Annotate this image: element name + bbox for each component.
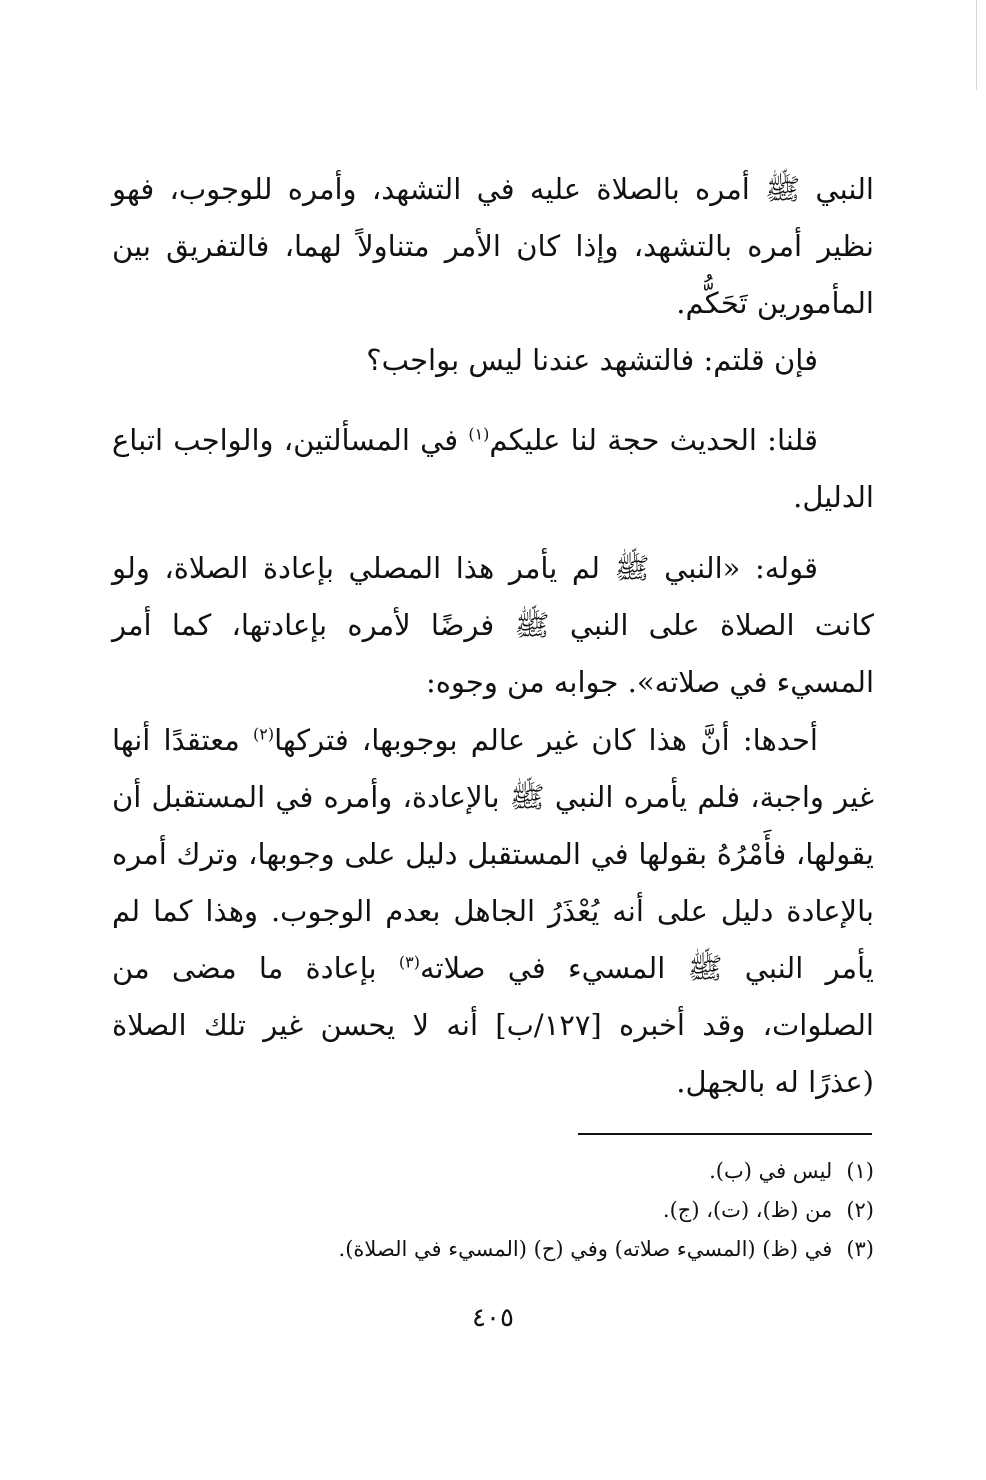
page-number: ٤٠٥ xyxy=(472,1303,514,1333)
paragraph-reply xyxy=(112,412,874,526)
footnotes xyxy=(112,1152,874,1269)
text-span: معتقدًا أنها غير واجبة، فلم يأمره النبي ﷺ بالإعادة، وأمره في المستقبل أن يقولها، فأَمْرُهُ بقولها في المستقبل دليل على وجوبها، وترك أمره بالإعادة دليل على أنه يُعْذَرُ الجاهل بعدم الوجوب. وهذا كما لم يأمر النبي ﷺ المسيء في صلاته xyxy=(112,723,874,985)
footnote-number: (٣) xyxy=(846,1237,874,1261)
footnote-number: (٢) xyxy=(846,1198,874,1222)
footnote-divider xyxy=(578,1133,872,1135)
footnote-text: من (ظ)، (ت)، (ج). xyxy=(662,1198,833,1222)
text-span: قلنا: الحديث حجة لنا عليكم xyxy=(489,423,818,457)
text-span: في المسألتين، والواجب اتباع الدليل. xyxy=(112,423,874,514)
text-span: أحدها: أنَّ هذا كان غير عالم بوجوبها، فتركها xyxy=(274,723,818,757)
footnote-text: في (ظ) (المسيء صلاته) وفي (ح) (المسيء في الصلاة). xyxy=(338,1237,833,1261)
paragraph-text: النبي ﷺ أمره بالصلاة عليه في التشهد، وأمره للوجوب، فهو نظير أمره بالتشهد، وإذا كان الأمر متناولاً لهما، فالتفريق بين المأمورين تَحَكُّم. xyxy=(112,172,874,320)
footnote-item xyxy=(112,1230,874,1269)
paragraph-objection xyxy=(112,332,874,389)
paragraph-quote xyxy=(112,540,874,711)
footnote-ref-3: (٣) xyxy=(398,952,420,972)
footnote-text: ليس في (ب). xyxy=(709,1159,833,1183)
footnote-number: (١) xyxy=(846,1159,874,1183)
paragraph-text: فإن قلتم: فالتشهد عندنا ليس بواجب؟ xyxy=(366,343,818,377)
text-span: بإعادة ما مضى من الصلوات، وقد أخبره [١٢٧/ب] أنه لا يحسن غير تلك الصلاة (عذرًا له بالجهل. xyxy=(112,951,874,1099)
footnote-ref-1: (١) xyxy=(468,424,490,444)
footnote-item xyxy=(112,1191,874,1230)
footnote-ref-2: (٢) xyxy=(253,724,275,744)
paragraph-text xyxy=(112,712,874,1111)
paragraph-text: قوله: «النبي ﷺ لم يأمر هذا المصلي بإعادة الصلاة، ولو كانت الصلاة على النبي ﷺ فرضًا لأمره بإعادتها، كما أمر المسيء في صلاته». جوابه من وجوه: xyxy=(112,551,874,699)
paragraph-first-answer xyxy=(112,712,874,1111)
footnote-item xyxy=(112,1152,874,1191)
paragraph-text xyxy=(112,412,874,526)
scan-edge-mark xyxy=(976,0,977,90)
paragraph-continuation xyxy=(112,161,874,332)
